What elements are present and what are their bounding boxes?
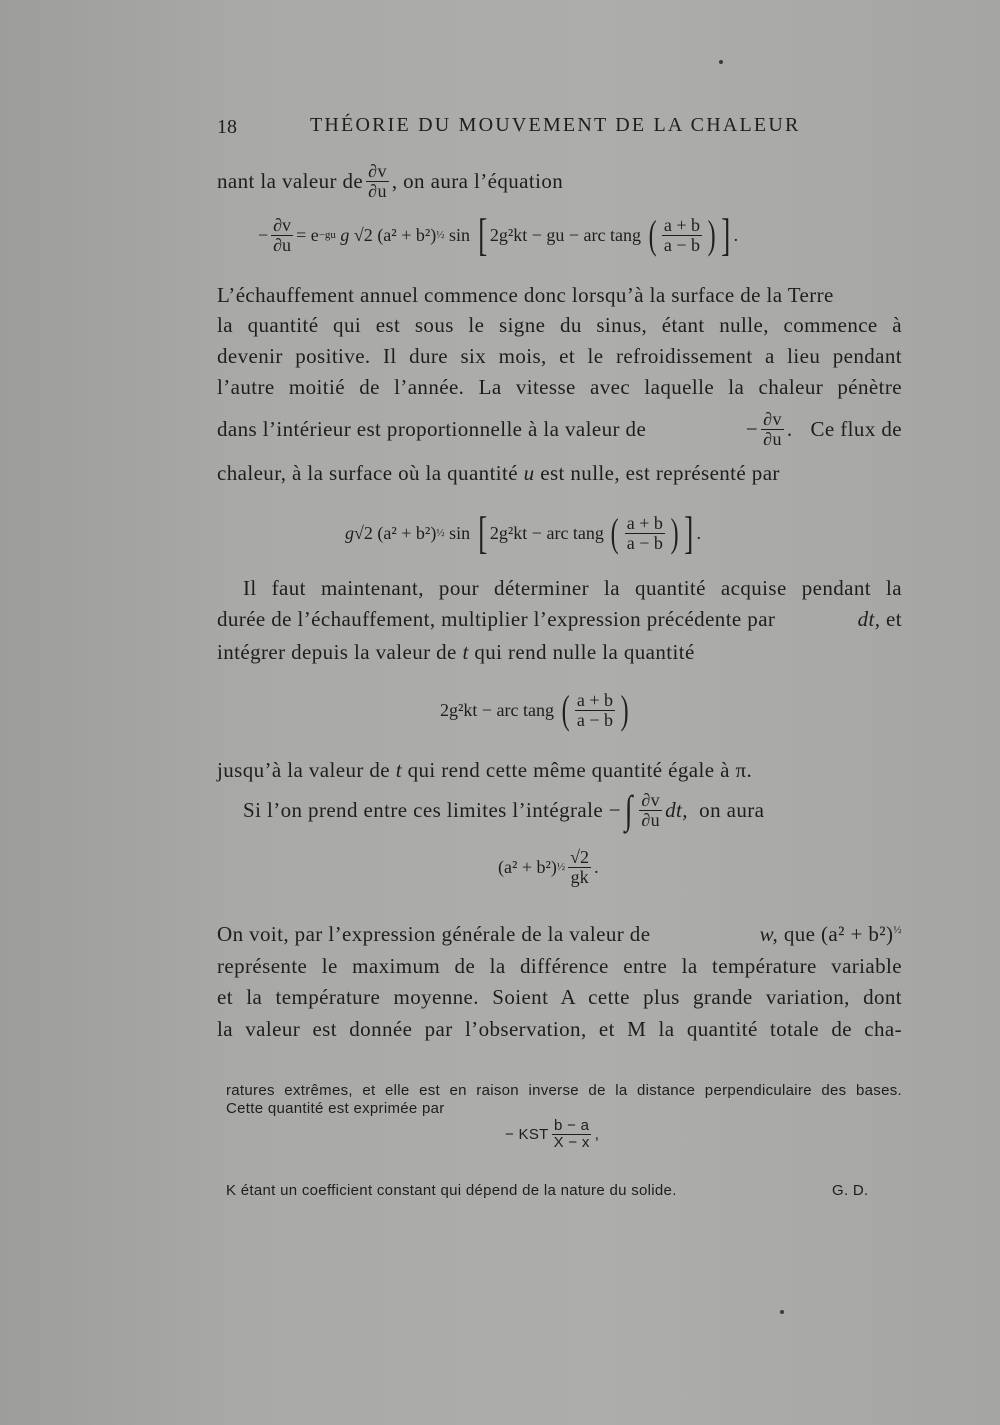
- frac-num: ∂v: [368, 161, 387, 181]
- text-line: la valeur est donnée par l’observation, et M la quantité totale de cha-: [217, 1017, 902, 1041]
- fraction: [366, 162, 389, 201]
- period: .: [786, 416, 793, 441]
- fraction: [761, 410, 784, 449]
- bracket: ]: [721, 209, 731, 260]
- text-span: On voit, par l’expression générale de la valeur de: [217, 922, 651, 946]
- math-sign: −: [745, 416, 759, 441]
- period: .: [594, 856, 599, 877]
- paren: ): [620, 687, 629, 732]
- exponent: ½: [436, 229, 445, 241]
- frac-num: ∂v: [641, 789, 661, 810]
- frac-num: a + b: [576, 689, 613, 710]
- text-span: dans l’intérieur est proportionnelle à la valeur de: [217, 416, 647, 441]
- math-var: g: [345, 522, 354, 543]
- fraction: [625, 514, 665, 553]
- exponent: −gu: [318, 229, 336, 241]
- bracket: [: [477, 507, 487, 558]
- math-text: 2g²kt − arc tang: [489, 522, 604, 543]
- frac-num: ∂v: [763, 409, 782, 429]
- frac-num: √2: [570, 847, 590, 867]
- sqrt: √2: [353, 224, 373, 245]
- exponent: ½: [556, 861, 566, 874]
- paren: (: [611, 510, 620, 555]
- ink-speck: [780, 1310, 784, 1314]
- text-span: est nulle, est représenté par: [540, 461, 780, 485]
- footnote-signature: G. D.: [832, 1182, 869, 1199]
- text-span: et: [886, 607, 902, 631]
- text-line: [217, 640, 695, 665]
- sqrt: √2: [354, 522, 373, 543]
- running-title: THÉORIE DU MOUVEMENT DE LA CHALEUR: [310, 114, 801, 136]
- math-text: (a² + b²): [377, 224, 437, 245]
- text-line: la quantité qui est sous le signe du sinus, étant nulle, commence à: [217, 313, 902, 337]
- footnote-line: ratures extrêmes, et elle est en raison inverse de la distance perpendiculaire des bases.: [226, 1082, 902, 1099]
- frac-num: b − a: [554, 1117, 590, 1134]
- math-text: = e: [296, 224, 319, 245]
- period: .: [696, 522, 702, 543]
- page-number: 18: [217, 116, 237, 138]
- integral-sign: ∫: [624, 787, 633, 832]
- frac-num: a + b: [663, 214, 700, 235]
- paren: ): [670, 510, 679, 555]
- ink-speck: [719, 60, 723, 64]
- math-text: (a² + b²): [498, 856, 557, 877]
- math-var: t: [462, 640, 469, 664]
- equation-4: [498, 848, 599, 887]
- frac-num: ∂v: [273, 214, 292, 235]
- math-text: − KST: [505, 1125, 549, 1143]
- text-span: durée de l’échauffement, multiplier l’expression précédente par: [217, 607, 776, 631]
- paren: (: [648, 212, 657, 257]
- text-line: devenir positive. Il dure six mois, et le refroidissement a lieu pendant: [217, 344, 902, 368]
- footnote-equation: [505, 1118, 599, 1151]
- text-span: Ce flux de: [810, 416, 902, 441]
- bracket: [: [477, 209, 487, 260]
- text-line: [217, 758, 752, 783]
- text-line: [217, 607, 902, 632]
- text-line: et la température moyenne. Soient A cette plus grande variation, dont: [217, 985, 902, 1009]
- fraction: [271, 216, 293, 255]
- text-span: que (a² + b²): [783, 922, 894, 946]
- text-line: Il faut maintenant, pour déterminer la quantité acquise pendant la: [243, 576, 902, 600]
- text-line: [217, 410, 902, 449]
- math-var: g: [340, 224, 350, 245]
- equation-3: [440, 687, 631, 732]
- frac-den: X − x: [553, 1133, 590, 1151]
- fraction: [568, 848, 591, 887]
- sin: sin: [449, 522, 471, 543]
- frac-den: ∂u: [273, 234, 292, 255]
- text-line: [217, 461, 780, 486]
- equation-1: [258, 209, 739, 260]
- math-text: (a² + b²): [377, 522, 437, 543]
- bracket: ]: [684, 507, 694, 558]
- footnote-line: K étant un coefficient constant qui dépend de la nature du solide.: [226, 1182, 677, 1199]
- text-line: [243, 787, 765, 832]
- text-span: qui rend nulle la quantité: [474, 640, 695, 664]
- paren: ): [707, 212, 716, 257]
- frac-den: ∂u: [368, 180, 387, 201]
- math-var: t: [395, 758, 402, 782]
- math-sign: −: [608, 797, 621, 822]
- text-line: l’autre moitié de l’année. La vitesse avec laquelle la chaleur pénètre: [217, 375, 902, 399]
- frac-den: a − b: [576, 709, 613, 730]
- math-var: w,: [759, 922, 779, 946]
- comma: ,: [594, 1125, 600, 1143]
- math-text: 2g²kt − gu − arc tang: [489, 224, 641, 245]
- text-span: Si l’on prend entre ces limites l’intégrale: [243, 797, 604, 822]
- period: .: [733, 224, 739, 245]
- frac-den: a − b: [663, 234, 700, 255]
- text-line: [217, 922, 902, 947]
- text-line: [217, 283, 897, 308]
- text-span: L’échauffement annuel commence donc lorsqu’à la surface de la Terre: [217, 283, 834, 307]
- text-span: qui rend cette même quantité égale à π.: [407, 758, 753, 782]
- frac-den: ∂u: [641, 809, 661, 830]
- text-line: représente le maximum de la différence entre la température variable: [217, 954, 902, 978]
- exponent: ½: [893, 924, 902, 936]
- fraction: [639, 791, 662, 830]
- math-var: dt,: [665, 797, 688, 822]
- math-sign: −: [258, 224, 269, 245]
- paren: (: [561, 687, 570, 732]
- exponent: ½: [436, 527, 445, 539]
- fraction: [552, 1118, 592, 1151]
- text-span: , on aura l’équation: [391, 168, 564, 193]
- text-line: [217, 162, 563, 201]
- text-span: chaleur, à la surface où la quantité: [217, 461, 518, 485]
- frac-den: a − b: [626, 532, 663, 553]
- sin: sin: [448, 224, 470, 245]
- frac-den: gk: [570, 866, 589, 887]
- fraction: [662, 216, 702, 255]
- footnote-line: Cette quantité est exprimée par: [226, 1100, 445, 1117]
- equation-2: [345, 507, 702, 558]
- math-var: u: [523, 461, 535, 485]
- frac-num: a + b: [626, 512, 663, 533]
- fraction: [575, 691, 615, 730]
- text-span: nant la valeur de: [217, 168, 364, 193]
- text-span: on aura: [699, 797, 765, 822]
- text-span: jusqu’à la valeur de: [217, 758, 391, 782]
- math-var: dt,: [857, 607, 881, 631]
- frac-den: ∂u: [763, 428, 782, 449]
- text-span: intégrer depuis la valeur de: [217, 640, 457, 664]
- math-text: 2g²kt − arc tang: [440, 699, 555, 720]
